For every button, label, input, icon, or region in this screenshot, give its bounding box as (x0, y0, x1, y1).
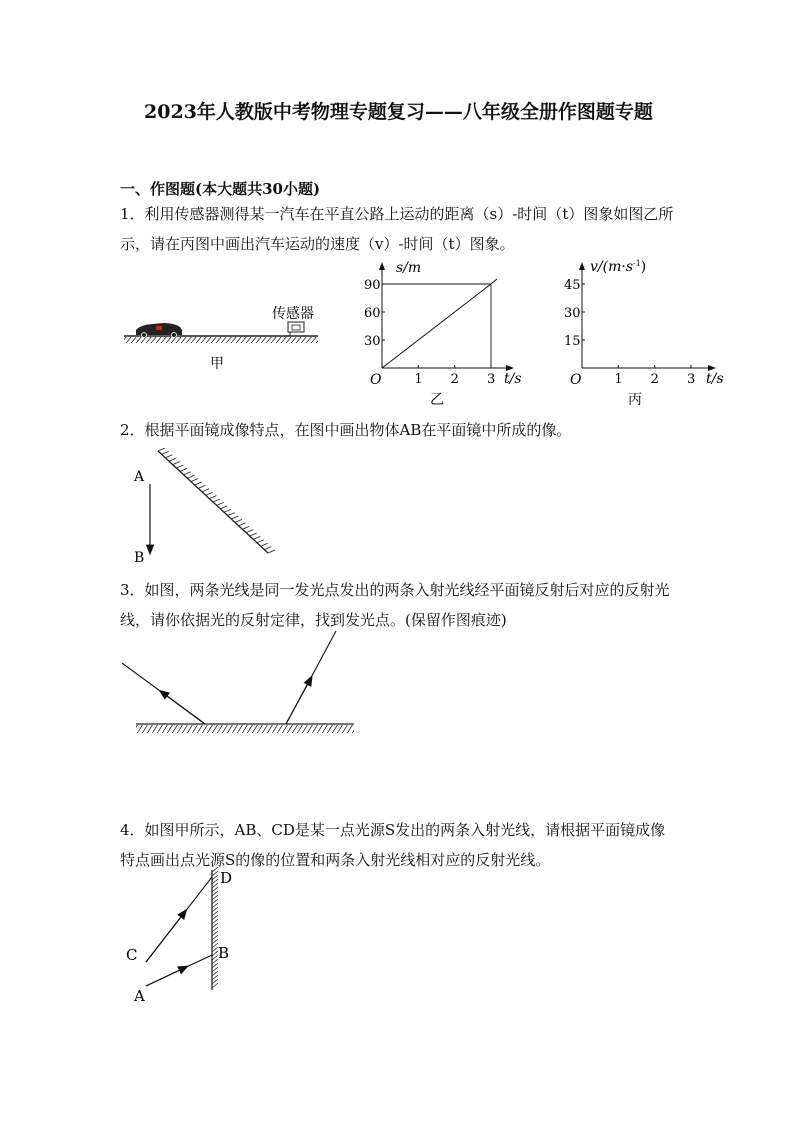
reflected-ray-left-arrow (163, 693, 205, 724)
origin-label: O (370, 372, 382, 388)
plane-mirror (212, 867, 218, 990)
series-line-s-t (382, 284, 491, 368)
origin-label: O (570, 372, 582, 388)
plane-mirror (158, 448, 275, 553)
figure-q3 (118, 628, 368, 740)
y-axis-label: s/m (396, 260, 422, 276)
label-c: C (126, 946, 138, 964)
figure-jia-caption: 甲 (210, 356, 224, 372)
y-tick-label: 30 (364, 334, 381, 349)
x-tick-label: 2 (450, 372, 459, 387)
label-d: D (220, 869, 233, 887)
x-axis-label: t/s (504, 371, 522, 387)
x-tick-label: 3 (487, 372, 496, 387)
figure-yi-caption: 乙 (430, 392, 444, 408)
label-b: B (218, 944, 230, 962)
y-tick-label: 45 (564, 278, 581, 293)
x-tick-label: 2 (650, 372, 659, 387)
figure-yi (360, 256, 530, 408)
question-3-text: 3．如图，两条光线是同一发光点发出的两条入射光线经平面镜反射后对应的反射光线，请你依据光的反射定律，找到发光点。(保留作图痕迹) (120, 581, 670, 629)
x-axis-label: t/s (706, 371, 724, 387)
figure-bing-caption: 丙 (628, 392, 642, 408)
y-tick-label: 90 (364, 278, 381, 293)
question-1-text: 1．利用传感器测得某一汽车在平直公路上运动的距离（s）-时间（t）图象如图乙所示，请在丙图中画出汽车运动的速度（v）-时间（t）图象。 (120, 205, 674, 253)
sensor-icon (288, 322, 304, 336)
y-tick-label: 15 (564, 334, 581, 349)
road-hatch (124, 337, 318, 343)
figure-q2 (128, 448, 288, 572)
section-heading: 一、作图题(本大题共30小题) (120, 180, 321, 198)
series-line-extension (491, 279, 497, 284)
ray-cd-arrow (146, 913, 184, 962)
label-a: A (134, 987, 145, 1005)
x-tick-label: 1 (614, 372, 623, 387)
sensor-label: 传感器 (272, 306, 314, 322)
y-axis-label: $v/(m\cdot s^{-1})$ (590, 259, 647, 275)
x-tick-label: 1 (414, 372, 423, 387)
ray-ab-arrow (146, 968, 184, 986)
question-4-text: 4．如图甲所示，AB、CD是某一点光源S发出的两条入射光线，请根据平面镜成像特点画出点光源S的像的位置和两条入射光线相对应的反射光线。 (120, 821, 666, 869)
y-tick-label: 30 (564, 306, 581, 321)
y-tick-label: 60 (364, 306, 381, 321)
question-2-text: 2．根据平面镜成像特点，在图中画出物体AB在平面镜中所成的像。 (120, 421, 572, 439)
label-b: B (134, 550, 145, 566)
document-title: 2023年人教版中考物理专题复习——八年级全册作图题专题 (144, 101, 653, 123)
label-a: A (134, 469, 145, 485)
figure-q4 (120, 864, 260, 1006)
x-tick-label: 3 (687, 372, 696, 387)
figure-jia (122, 300, 322, 380)
figure-bing (560, 256, 730, 408)
reflected-ray-right-arrow (286, 680, 310, 724)
mirror-hatch (136, 725, 354, 733)
